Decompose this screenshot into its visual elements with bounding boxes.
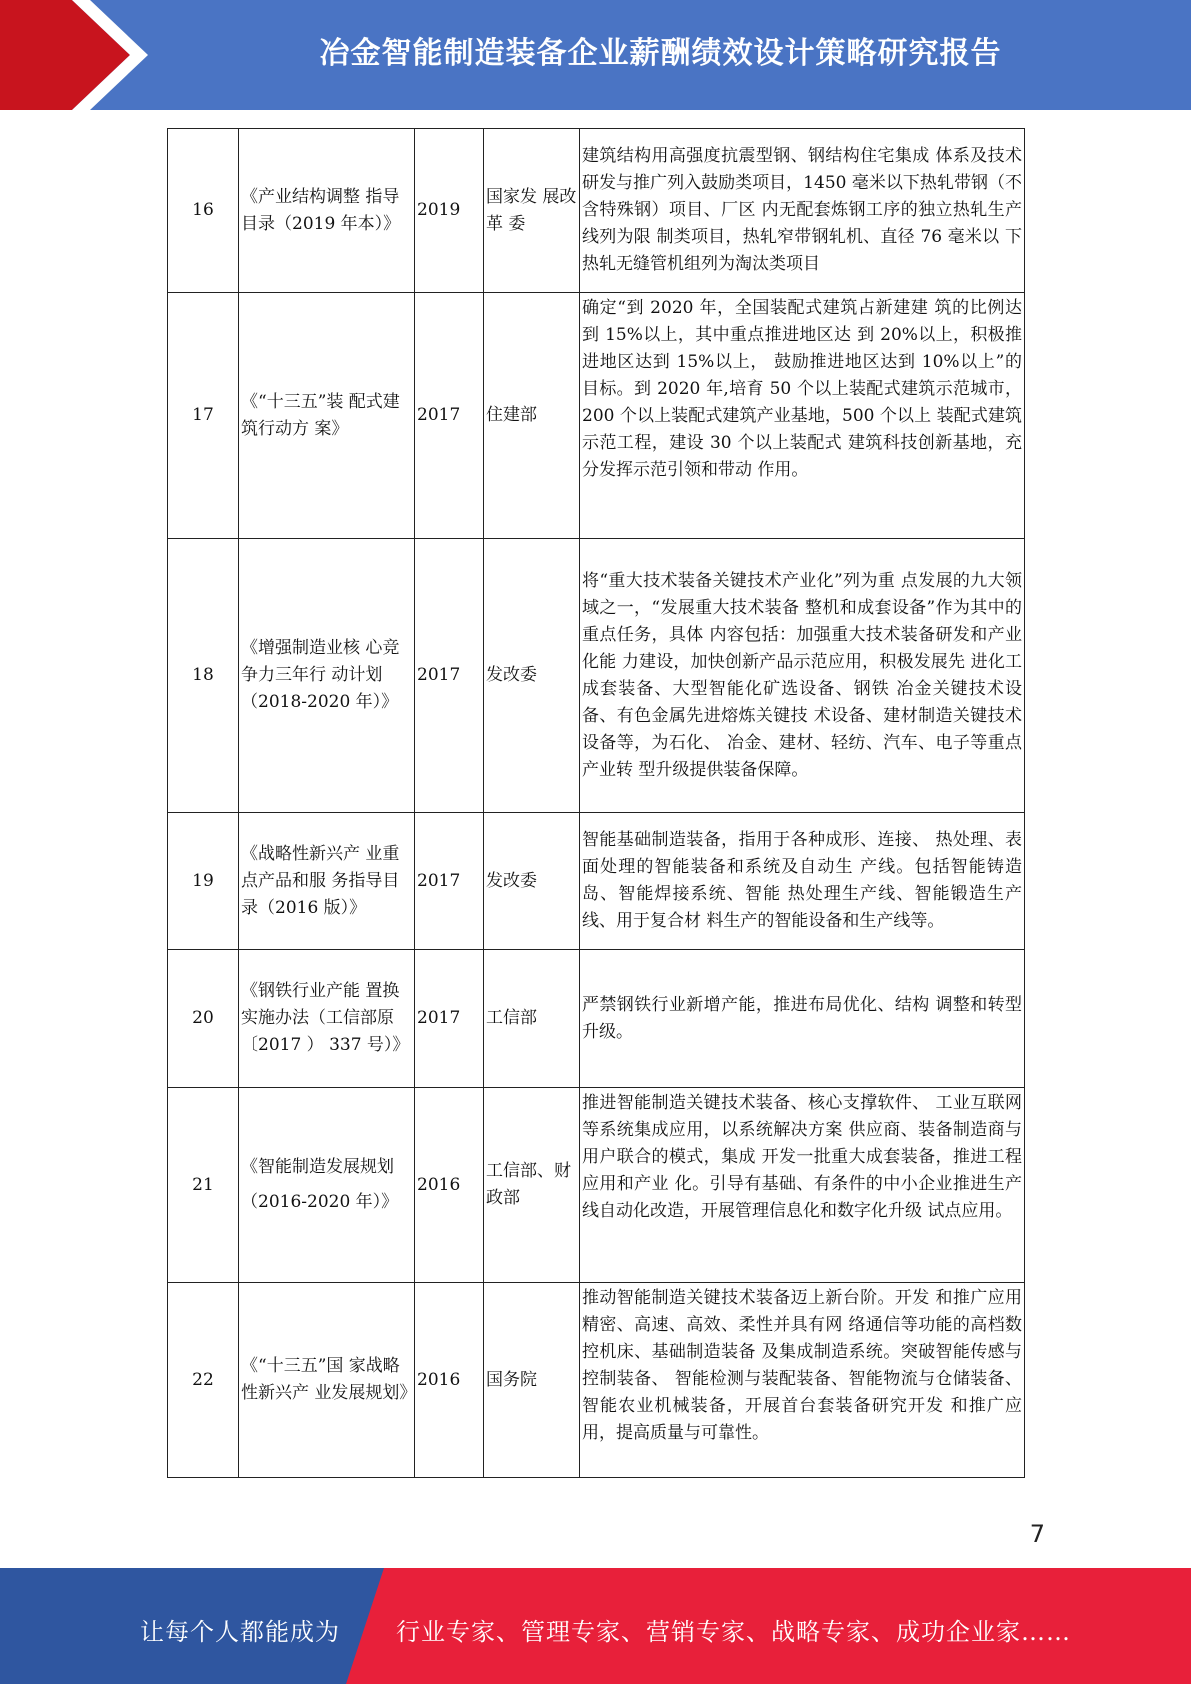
row-number: 17 (168, 293, 239, 539)
policy-name: 《战略性新兴产 业重点产品和服 务指导目录（2016 版）》 (239, 813, 415, 950)
issuing-department: 国务院 (484, 1283, 580, 1478)
policy-description: 推进智能制造关键技术装备、核心支撑软件、 工业互联网等系统集成应用，以系统解决方案 供应商、装备制造商与用户联合的模式，集成 开发一批重大成套装备，推进工程应用和产业 化。引导有基础、有条件的中小企业推进生产 线自动化改造，开展管理信息化和数字化升级 试点应用。 (580, 1088, 1025, 1283)
row-number: 20 (168, 950, 239, 1088)
policy-name: 《“十三五”装 配式建筑行动方 案》 (239, 293, 415, 539)
policy-table (167, 128, 1025, 1478)
row-number: 21 (168, 1088, 239, 1283)
policy-year: 2019 (415, 129, 484, 293)
policy-year: 2017 (415, 293, 484, 539)
issuing-department: 发改委 (484, 813, 580, 950)
footer-slogan-right: 行业专家、管理专家、营销专家、战略专家、成功企业家…… (396, 1618, 1071, 1646)
footer-slogan-left: 让每个人都能成为 (140, 1618, 340, 1646)
policy-name: 《智能制造发展规划（2016-2020 年）》 (239, 1088, 415, 1283)
issuing-department: 工信部、财政部 (484, 1088, 580, 1283)
row-number: 19 (168, 813, 239, 950)
row-number: 22 (168, 1283, 239, 1478)
policy-description: 推动智能制造关键技术装备迈上新台阶。开发 和推广应用精密、高速、高效、柔性并具有网 络通信等功能的高档数控机床、基础制造装备 及集成制造系统。突破智能传感与控制装备、 智能检测与装配装备、智能物流与仓储装备、 智能农业机械装备，开展首台套装备研究开发 和推广应用，提高质量与可靠性。 (580, 1283, 1025, 1478)
issuing-department: 发改委 (484, 539, 580, 813)
policy-year: 2017 (415, 539, 484, 813)
table-row (168, 813, 1025, 950)
issuing-department: 国家发 展改革 委 (484, 129, 580, 293)
row-number: 18 (168, 539, 239, 813)
policy-year: 2016 (415, 1283, 484, 1478)
report-title: 冶金智能制造装备企业薪酬绩效设计策略研究报告 (319, 36, 1002, 71)
policy-description: 建筑结构用高强度抗震型钢、钢结构住宅集成 体系及技术研发与推广列入鼓励类项目，1450 毫米以下热轧带钢（不含特殊钢）项目、厂区 内无配套炼钢工序的独立热轧生产线列为限 制类项目，热轧窄带钢轧机、直径 76 毫米以 下热轧无缝管机组列为淘汰类项目 (580, 129, 1025, 293)
policy-description: 严禁钢铁行业新增产能，推进布局优化、结构 调整和转型升级。 (580, 950, 1025, 1088)
page-footer (0, 1568, 1191, 1684)
policy-description: 智能基础制造装备，指用于各种成形、连接、 热处理、表面处理的智能装备和系统及自动生 产线。包括智能铸造岛、智能焊接系统、智能 热处理生产线、智能锻造生产线、用于复合材 料生产的智能设备和生产线等。 (580, 813, 1025, 950)
policy-year: 2016 (415, 1088, 484, 1283)
page-number: 7 (1029, 1520, 1045, 1548)
policy-year: 2017 (415, 813, 484, 950)
table-row (168, 293, 1025, 539)
issuing-department: 工信部 (484, 950, 580, 1088)
issuing-department: 住建部 (484, 293, 580, 539)
policy-year: 2017 (415, 950, 484, 1088)
table-row (168, 950, 1025, 1088)
policy-description: 确定“到 2020 年，全国装配式建筑占新建建 筑的比例达到 15%以上，其中重点推进地区达 到 20%以上，积极推进地区达到 15%以上， 鼓励推进地区达到 10%以上”的目标。到 2020 年,培育 50 个以上装配式建筑示范城市， 200 个以上装配式建筑产业基地，500 个以上 装配式建筑示范工程，建设 30 个以上装配式 建筑科技创新基地，充分发挥示范引领和带动 作用。 (580, 293, 1025, 539)
page-header (0, 0, 1191, 110)
table-row (168, 1088, 1025, 1283)
table-row (168, 129, 1025, 293)
policy-name: 《增强制造业核 心竞争力三年行 动计划（2018-2020 年）》 (239, 539, 415, 813)
row-number: 16 (168, 129, 239, 293)
policy-name: 《产业结构调整 指导目录（2019 年本）》 (239, 129, 415, 293)
table-row (168, 539, 1025, 813)
table-row (168, 1283, 1025, 1478)
policy-name: 《“十三五”国 家战略性新兴产 业发展规划》 (239, 1283, 415, 1478)
policy-description: 将“重大技术装备关键技术产业化”列为重 点发展的九大领域之一，“发展重大技术装备 整机和成套设备”作为其中的重点任务，具体 内容包括：加强重大技术装备研发和产业化能 力建设，加快创新产品示范应用，积极发展先 进化工成套装备、大型智能化矿选设备、钢铁 冶金关键技术设备、有色金属先进熔炼关键技 术设备、建材制造关键技术设备等，为石化、 冶金、建材、轻纺、汽车、电子等重点产业转 型升级提供装备保障。 (580, 539, 1025, 813)
policy-name: 《钢铁行业产能 置换实施办法（工信部原〔2017 ） 337 号）》 (239, 950, 415, 1088)
